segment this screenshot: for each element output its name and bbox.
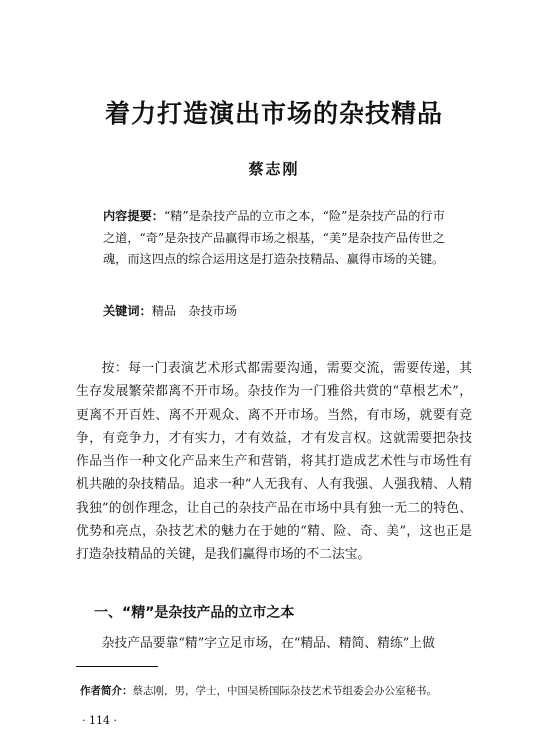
footnote-label: 作者简介：: [80, 685, 133, 697]
body-paragraph-1: 按：每一门表演艺术形式都需要沟通，需要交流，需要传递，其生存发展繁荣都离不开市场。杂技作为一门雅俗共赏的“草根艺术”，更离不开百姓、离不开观众、离不开市场。当然，有市场，就要有竞争，有竞争力，才有实力，才有效益，才有发言权。这就需要把杂技作品当作一种文化产品来生产和营销，将其打造成艺术性与市场性有机共融的杂技精品。追求一种“人无我有、人有我强、人强我精、人精我独”的创作理念，让自己的杂技产品在市场中具有独一无二的特色、优势和亮点，杂技艺术的魅力在于她的“精、险、奇、美”，这也正是打造杂技精品的关键，是我们赢得市场的不二法宝。: [76, 361, 472, 563]
section-heading-1: 一、“精”是杂技产品的立市之本: [94, 605, 295, 621]
footnote-text: 蔡志刚，男，学士，中国吴桥国际杂技艺术节组委会办公室秘书。: [132, 685, 437, 697]
article-title: 着力打造演出市场的杂技精品: [104, 99, 443, 128]
keywords-text: 精品 杂技市场: [151, 304, 238, 318]
body-text-continued: [76, 633, 472, 655]
abstract-text: “精”是杂技产品的立市之本，“险”是杂技产品的行市之道，“奇”是杂技产品赢得市场之根基，“美”是杂技产品传世之魂，而这四点的综合运用这是打造杂技精品、赢得市场的关键。: [103, 209, 445, 266]
abstract-block: [103, 206, 453, 271]
keywords-block: [103, 301, 453, 321]
article-author: 蔡志刚: [248, 160, 300, 178]
footnote-divider: [76, 666, 158, 667]
abstract-label: 内容提要：: [103, 209, 164, 223]
body-paragraph-2: 杂技产品要靠“精”字立足市场，在“精品、精简、精练”上做: [101, 636, 435, 651]
page-number: · 114 ·: [82, 714, 117, 727]
author-footnote: [80, 684, 480, 698]
body-text: [76, 357, 472, 567]
keywords-label: 关键词：: [103, 304, 152, 318]
